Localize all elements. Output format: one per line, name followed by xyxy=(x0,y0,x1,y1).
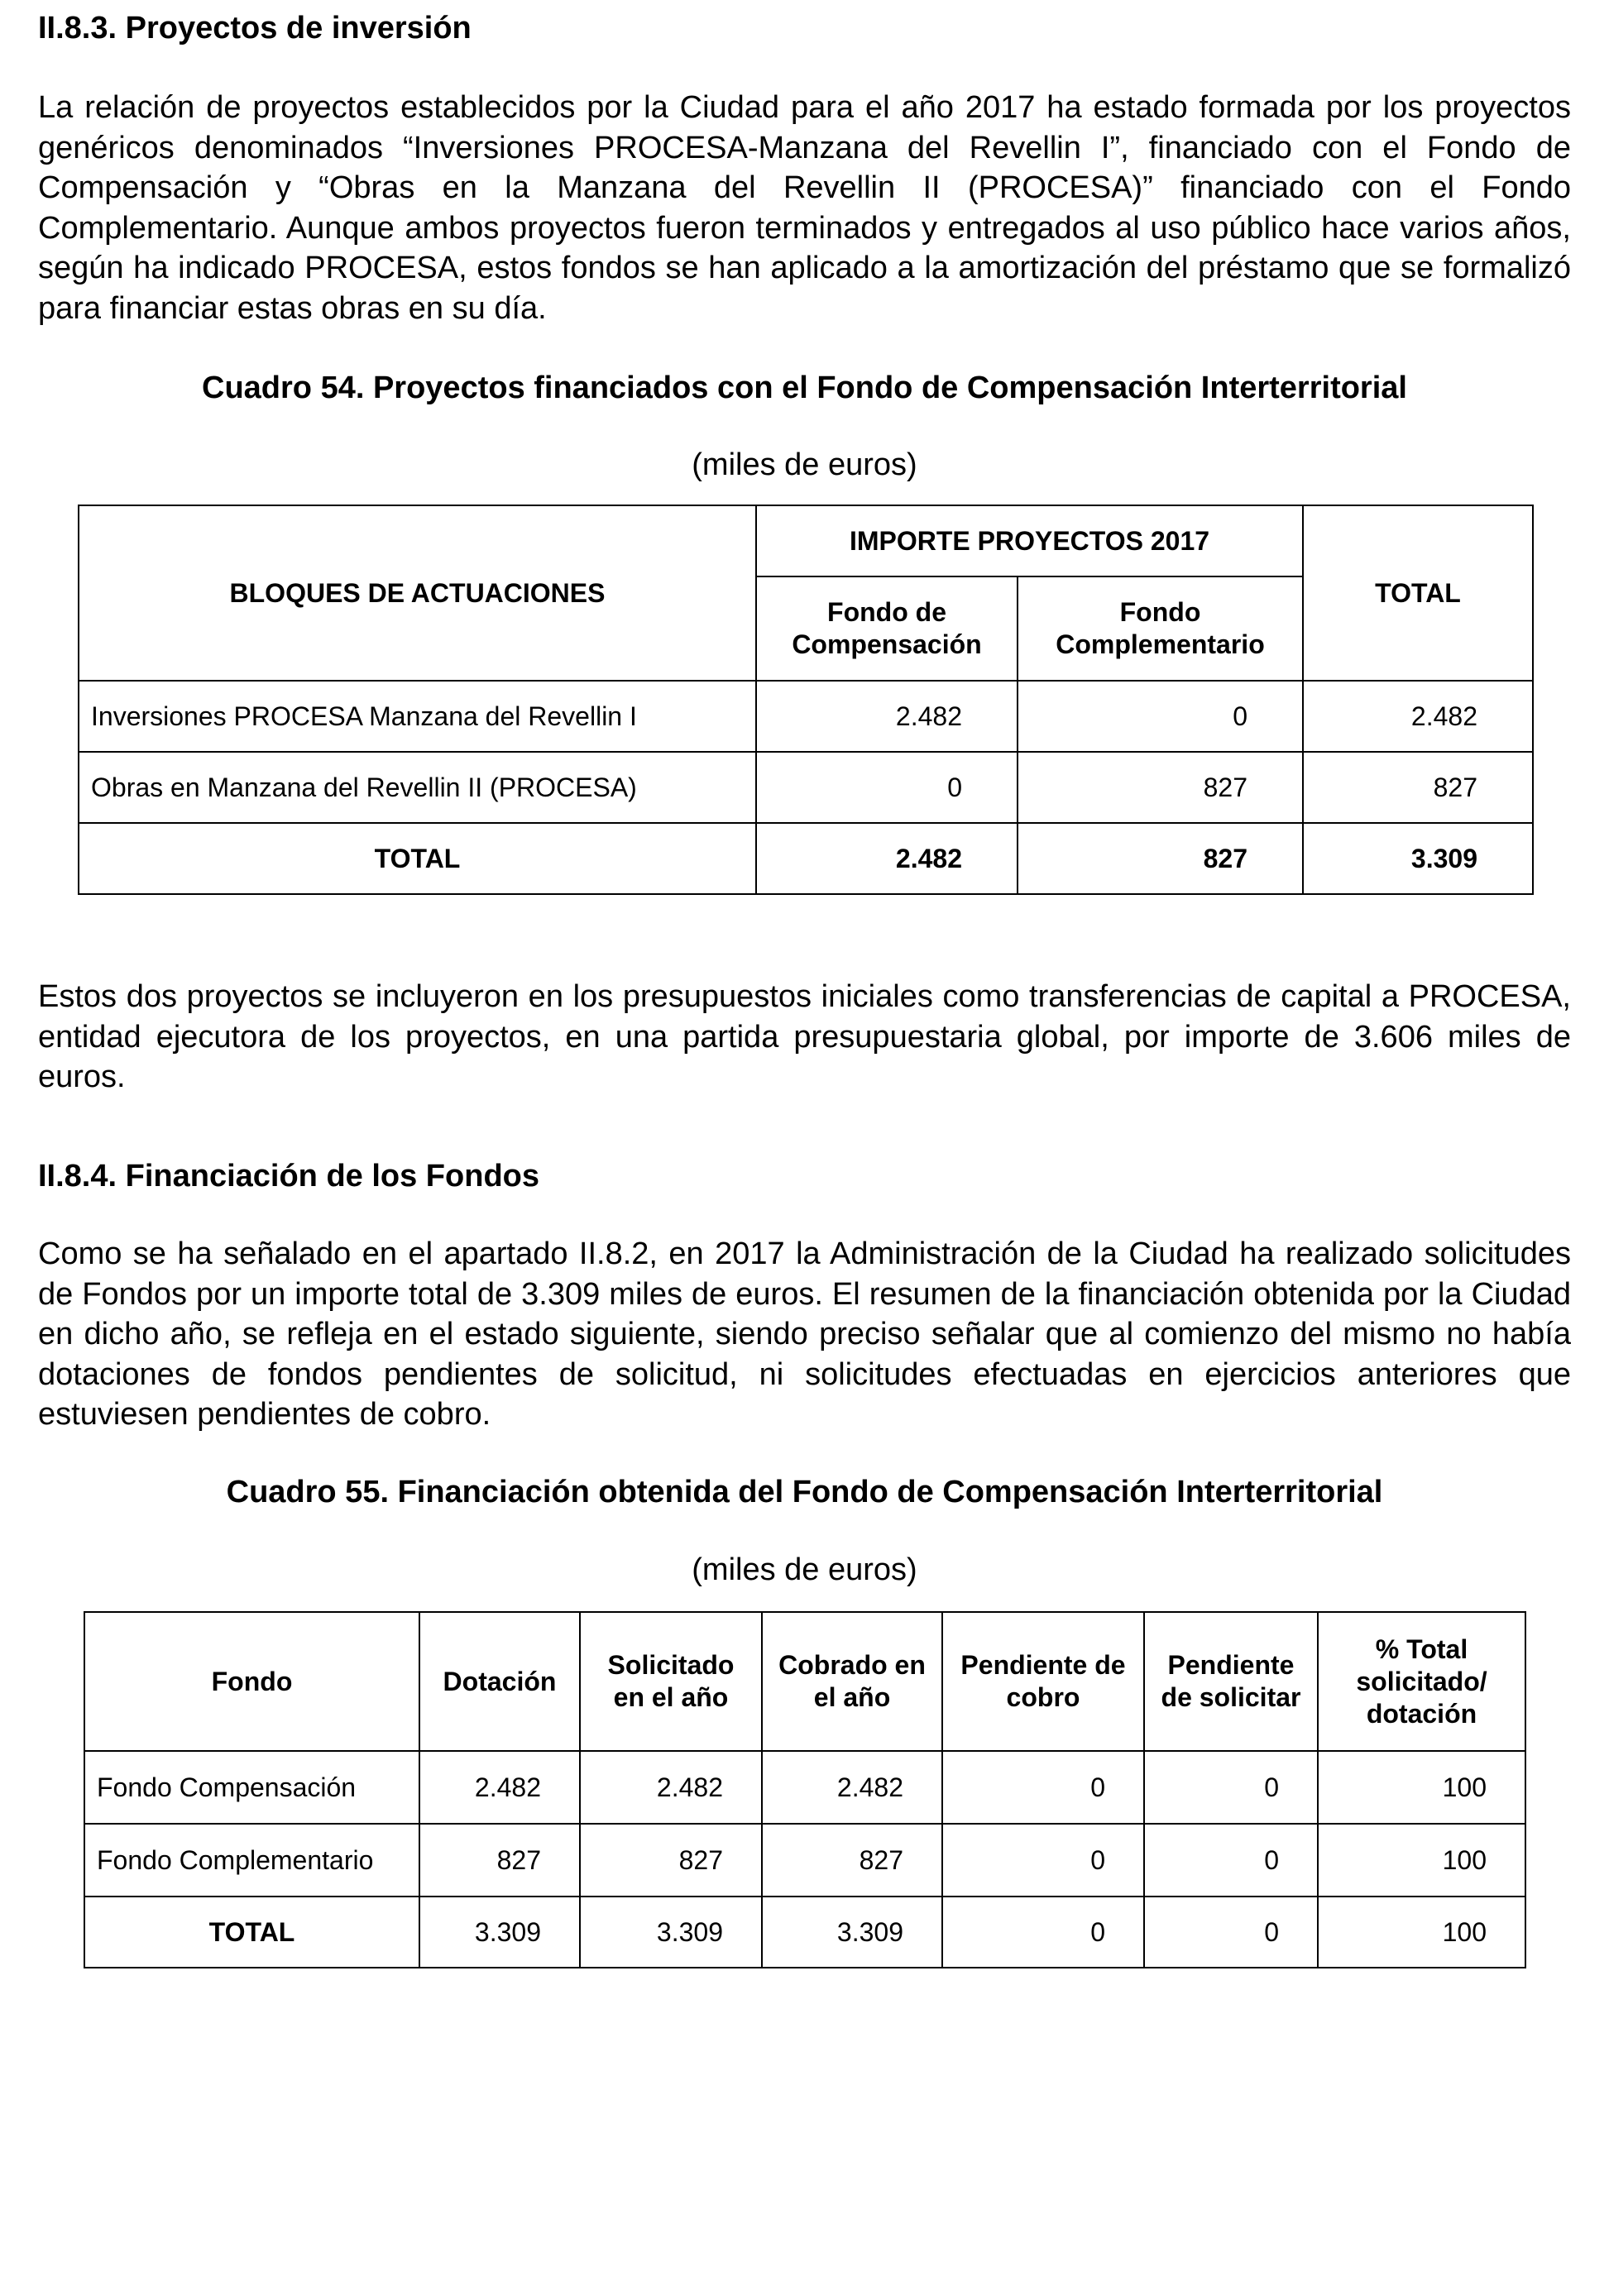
table55-total-row xyxy=(84,1897,1525,1968)
paragraph-proyectos: La relación de proyectos establecidos por la Ciudad para el año 2017 ha estado formada por los proyectos genéricos denominados “Inversiones PROCESA-Manzana del Revellin I”, financiado con el Fondo de Compensación y “Obras en la Manzana del Revellin II (PROCESA)” financiado con el Fondo Complementario. Aunque ambos proyectos fueron terminados y entregados al uso público hace varios años, según ha indicado PROCESA, estos fondos se han aplicado a la amortización del préstamo que se formalizó para financiar estas obras en su día. xyxy=(38,90,1571,326)
table55-row2-pend-cobro: 0 xyxy=(942,1824,1144,1897)
table55-caption: Cuadro 55. Financiación obtenida del Fondo de Compensación Interterritorial xyxy=(226,1475,1383,1509)
table54-units: (miles de euros) xyxy=(692,447,917,482)
table54-total-fondo-compl: 827 xyxy=(1018,823,1303,894)
table55-header-pct: % Total solicitado/ dotación xyxy=(1318,1612,1525,1751)
paragraph-financiacion: Como se ha señalado en el apartado II.8.2, en 2017 la Administración de la Ciudad ha realizado solicitudes de Fondos por un importe total de 3.309 miles de euros. El resumen de la financiación obtenida por la Ciudad en dicho año, se refleja en el estado siguiente, siendo preciso señalar que al comienzo del mismo no había dotaciones de fondos pendientes de solicitud, ni solicitudes efectuadas en ejercicios anteriores que estuviesen pendientes de cobro. xyxy=(38,1236,1571,1432)
table-row xyxy=(79,752,1533,823)
table55-header-solicitado: Solicitado en el año xyxy=(580,1612,762,1751)
table54-row1-fondo-comp: 2.482 xyxy=(756,681,1018,752)
paragraph-presupuestos: Estos dos proyectos se incluyeron en los presupuestos iniciales como transferencias de capital a PROCESA, entidad ejecutora de los proyectos, en una partida presupuestaria global, por importe de 3.606 miles de euros. xyxy=(38,979,1571,1094)
table55-total-cobrado: 3.309 xyxy=(762,1897,942,1968)
table55-total-pend-solicitar: 0 xyxy=(1144,1897,1318,1968)
table54-caption: Cuadro 54. Proyectos financiados con el Fondo de Compensación Interterritorial xyxy=(202,371,1407,405)
table54-row2-fondo-comp: 0 xyxy=(756,752,1018,823)
table55 xyxy=(84,1611,1526,1968)
table55-total-dotacion: 3.309 xyxy=(419,1897,580,1968)
table54-row2-fondo-compl: 827 xyxy=(1018,752,1303,823)
table55-total-pend-cobro: 0 xyxy=(942,1897,1144,1968)
table55-row2-fondo: Fondo Complementario xyxy=(84,1824,419,1897)
table54 xyxy=(78,505,1534,895)
table55-row2-dotacion: 827 xyxy=(419,1824,580,1897)
table55-row2-cobrado: 827 xyxy=(762,1824,942,1897)
table54-header-fondo-comp: Fondo de Compensación xyxy=(756,576,1018,681)
table55-row2-pend-solicitar: 0 xyxy=(1144,1824,1318,1897)
table54-total-row xyxy=(79,823,1533,894)
table55-header-pend-cobro: Pendiente de cobro xyxy=(942,1612,1144,1751)
table54-row1-total: 2.482 xyxy=(1303,681,1533,752)
table55-row2-pct: 100 xyxy=(1318,1824,1525,1897)
table55-row1-fondo: Fondo Compensación xyxy=(84,1751,419,1824)
table54-row1-label: Inversiones PROCESA Manzana del Revellin I xyxy=(79,681,756,752)
table55-header-dotacion: Dotación xyxy=(419,1612,580,1751)
table55-row2-solicitado: 827 xyxy=(580,1824,762,1897)
table55-total-label: TOTAL xyxy=(84,1897,419,1968)
table55-row1-solicitado: 2.482 xyxy=(580,1751,762,1824)
table54-row2-label: Obras en Manzana del Revellin II (PROCESA) xyxy=(79,752,756,823)
table54-row1-fondo-compl: 0 xyxy=(1018,681,1303,752)
table54-total-total: 3.309 xyxy=(1303,823,1533,894)
table55-row1-pend-cobro: 0 xyxy=(942,1751,1144,1824)
table54-row2-total: 827 xyxy=(1303,752,1533,823)
table55-units: (miles de euros) xyxy=(692,1552,917,1587)
table55-header-pend-solicitar: Pendiente de solicitar xyxy=(1144,1612,1318,1751)
section-heading-proyectos: II.8.3. Proyectos de inversión xyxy=(38,11,472,45)
table-row xyxy=(84,1751,1525,1824)
table55-row1-cobrado: 2.482 xyxy=(762,1751,942,1824)
table55-header-fondo: Fondo xyxy=(84,1612,419,1751)
table54-header-total: TOTAL xyxy=(1303,505,1533,681)
table55-row1-pend-solicitar: 0 xyxy=(1144,1751,1318,1824)
table55-header-row xyxy=(84,1612,1525,1751)
table55-row1-dotacion: 2.482 xyxy=(419,1751,580,1824)
section-heading-financiacion: II.8.4. Financiación de los Fondos xyxy=(38,1159,539,1193)
table54-header-fondo-compl: Fondo Complementario xyxy=(1018,576,1303,681)
table54-header-row xyxy=(79,505,1533,576)
table55-header-cobrado: Cobrado en el año xyxy=(762,1612,942,1751)
table-row xyxy=(79,681,1533,752)
table55-total-pct: 100 xyxy=(1318,1897,1525,1968)
table55-total-solicitado: 3.309 xyxy=(580,1897,762,1968)
table55-row1-pct: 100 xyxy=(1318,1751,1525,1824)
table54-header-bloques: BLOQUES DE ACTUACIONES xyxy=(79,505,756,681)
table54-total-label: TOTAL xyxy=(79,823,756,894)
table54-header-importe: IMPORTE PROYECTOS 2017 xyxy=(756,505,1303,576)
table54-total-fondo-comp: 2.482 xyxy=(756,823,1018,894)
table-row xyxy=(84,1824,1525,1897)
